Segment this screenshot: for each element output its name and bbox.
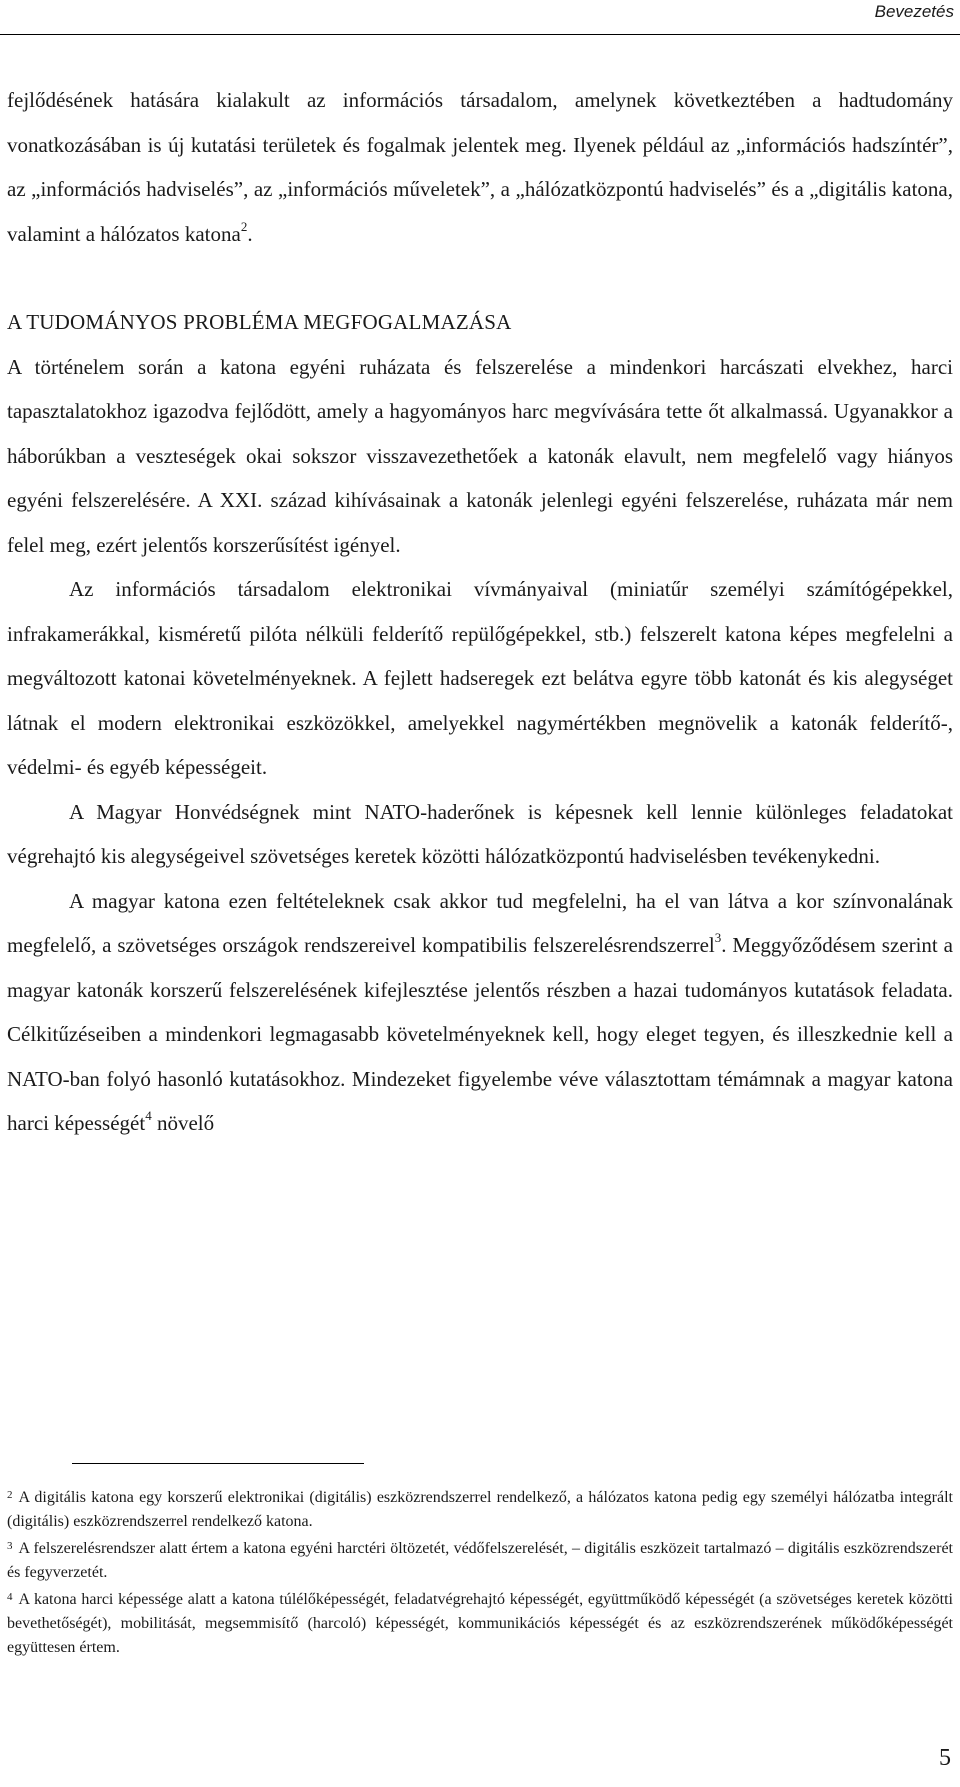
page-header bbox=[0, 0, 960, 35]
footnote bbox=[7, 1486, 953, 1534]
paragraph-text: A magyar katona ezen feltételeknek csak akkor tud megfelelni, ha el van látva a kor színvonalának megfelelő, a szövetséges országok rendszereivel kompatibilis felszerelésrendszerrel bbox=[7, 888, 953, 957]
paragraph-text: fejlődésének hatására kialakult az információs társadalom, amelynek következtében a hadtudomány vonatkozásában is új kutatási területek és fogalmak jelentek meg. Ilyenek például az „információs hadszíntér”, az „információs hadviselés”, az „információs műveletek”, a „hálózatközpontú hadviselés” és a „digitális katona, valamint a hálózatos katona bbox=[7, 88, 953, 246]
footnote-ref-4[interactable]: 4 bbox=[145, 1108, 152, 1123]
section-heading: A TUDOMÁNYOS PROBLÉMA MEGFOGALMAZÁSA bbox=[7, 310, 512, 334]
paragraph-intro-continuation bbox=[7, 78, 953, 256]
page-number: 5 bbox=[939, 1745, 951, 1771]
footnote-number: 3 bbox=[7, 1540, 13, 1552]
paragraph-hungarian-forces: A Magyar Honvédségnek mint NATO-haderőnek is képesnek kell lennie különleges feladatokat végrehajtó kis alegységeivel szövetséges keretek közötti hálózatközpontú hadviselésben tevékenykedni. bbox=[7, 799, 953, 868]
paragraph-text: . Meggyőződésem szerint a magyar katonák korszerű felszerelésének kifejlesztése jelentős részben a hazai tudományos kutatások feladata. Célkitűzéseiben a mindenkori legmagasabb követelményeknek kell, hogy eleget tegyen, és illeszkednie kell a NATO-ban folyó hasonló kutatásokhoz. Mindezeket figyelembe véve választottam témámnak a magyar katona harci képességét bbox=[7, 933, 953, 1135]
footnote-text: A katona harci képessége alatt a katona túlélőképességét, feladatvégrehajtó képességét, együttműködő képességét (a szövetséges keretek közötti bevethetőségét), mobilitását, megsemmisítő (harcoló) képességét, kommunikációs képességét és az eszközrendszerének működőképességét együttesen értem. bbox=[7, 1591, 953, 1656]
running-header-title: Bevezetés bbox=[874, 2, 954, 21]
footnote bbox=[7, 1588, 953, 1660]
footnote-ref-2[interactable]: 2 bbox=[240, 218, 248, 234]
footnote-ref-3[interactable]: 3 bbox=[714, 930, 722, 945]
main-text bbox=[7, 78, 953, 1146]
footnote-number: 2 bbox=[7, 1489, 13, 1501]
footnote bbox=[7, 1537, 953, 1585]
paragraph-information-society: Az információs társadalom elektronikai vívmányaival (miniatűr személyi számítógépekkel, infrakamerákkal, kisméretű pilóta nélküli felderítő repülőgépekkel, stb.) felszerelt katona képes megfelelni a megváltozott katonai követelményeknek. A fejlett hadseregek ezt belátva egyre több katonát és kis alegységet látnak el modern elektronikai eszközökkel, amelyekkel nagymértékben megnövelik a katonák felderítő-, védelmi- és egyéb képességeit. bbox=[7, 577, 953, 779]
footnotes bbox=[7, 1486, 953, 1663]
paragraph-text: növelő bbox=[151, 1111, 215, 1135]
footnote-number: 4 bbox=[7, 1591, 13, 1603]
footnote-separator bbox=[72, 1463, 364, 1464]
footnote-text: A felszerelésrendszer alatt értem a katona egyéni harctéri öltözetét, védőfelszerelését, – digitális eszközeit tartalmazó – digitális eszközrendszerét és fegyverzetét. bbox=[7, 1540, 953, 1581]
footnote-text: A digitális katona egy korszerű elektronikai (digitális) eszközrendszerrel rendelkező, a hálózatos katona pedig egy személyi hálózatba integrált (digitális) eszközrendszerrel rendelkező katona. bbox=[7, 1489, 953, 1530]
paragraph-problem: A történelem során a katona egyéni ruházata és felszerelése a mindenkori harcászati elvekhez, harci tapasztalatokhoz igazodva fejlődött, amely a hagyományos harc megvívására tette őt alkalmassá. Ugyanakkor a háborúkban a veszteségek okai sokszor visszavezethetőek a katonák elavult, nem megfelelő vagy hiányos egyéni felszerelésére. A XXI. század kihívásainak a katonák jelenlegi egyéni felszerelése, ruházata már nem felel meg, ezért jelentős korszerűsítést igényel. bbox=[7, 354, 953, 557]
paragraph-hungarian-soldier bbox=[7, 879, 953, 1146]
paragraph-end: . bbox=[247, 221, 253, 246]
